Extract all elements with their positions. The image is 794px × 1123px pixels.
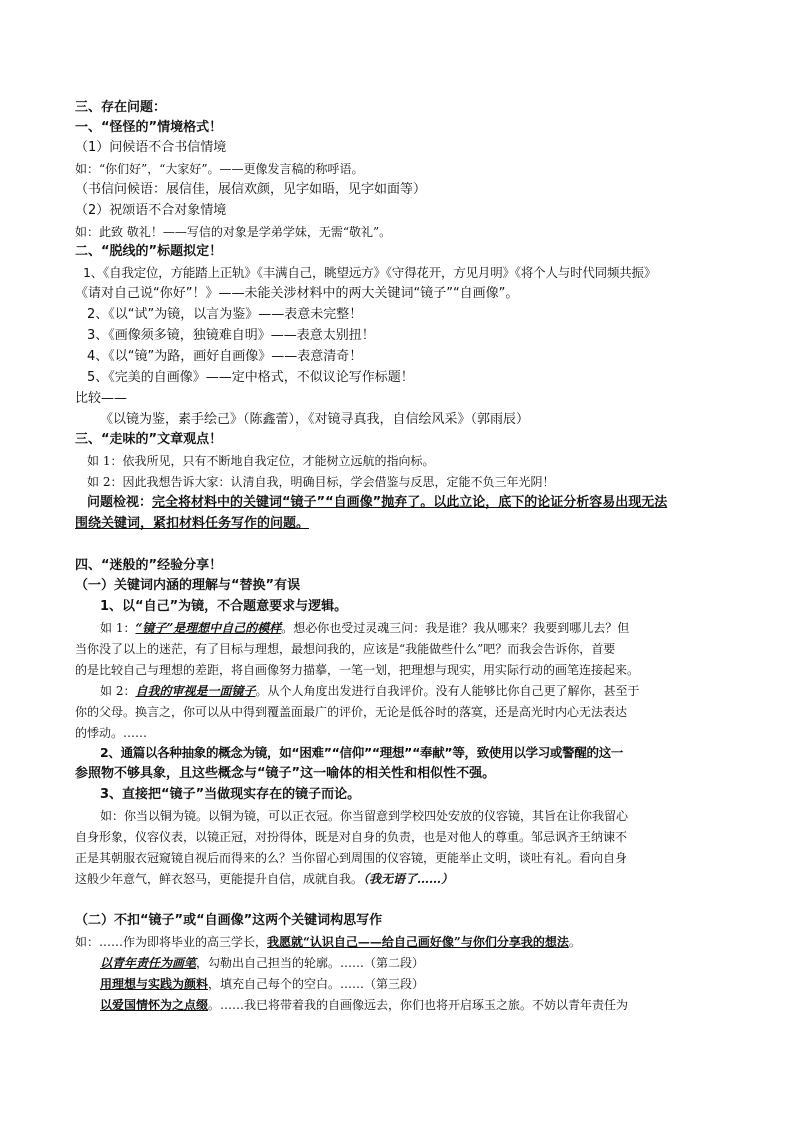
section-heading-experience: 四、“迷般的”经验分享！ [75,558,223,573]
point-closing: （2）祝颂语不合对象情境 [75,203,227,218]
title-item-4: 4、《以“镜”为路，画好自画像》——表意清奇！ [87,349,363,364]
example-2-label: 如 2： [100,684,136,698]
example-2-line-3: 的悸动。…… [75,726,148,740]
example-4-text: 如：……作为即将毕业的高三学长， [75,935,268,949]
example-4-line-3 [100,975,424,993]
example-2-text: 。从个人角度出发进行自我评价。没有人能够比你自己更了解你，甚至于 [255,684,640,698]
subheading-keyword-understanding: （一）关键词内涵的理解与“替换”有误 [75,578,301,593]
example-3-comment: （我无语了……） [363,872,454,886]
example-2-line-1 [100,682,639,700]
example-1-line-2: 当你没了以上的迷茫，有了目标与理想，最想问我的，应该是“我能做些什么”吧？而我会告诉你，首要 [75,642,616,656]
point-greeting: （1）问候语不合书信情境 [75,140,227,155]
subheading-viewpoint: 三、“走味的”文章观点！ [75,432,223,447]
example-4-line-4 [100,996,628,1014]
problem-review-label: 问题检视： [87,495,153,510]
example-1-text: 。想必你也受过灵魂三问：我是谁？我从哪来？我要到哪儿去？但 [281,621,630,635]
example-4-sub-1: 以青年责任为画笔 [100,956,197,970]
section-heading-problems: 三、存在问题： [75,100,167,115]
note-greeting: （书信问候语：展信佳，展信欢颜，见字如晤，见字如面等） [75,182,427,197]
viewpoint-example-1: 如 1：依我所见，只有不断地自我定位，才能树立远航的指向标。 [87,454,435,468]
problem-review [87,494,667,512]
example-4-sub-1-text: ，勾勒出自己担当的轮廓。……（第二段） [196,956,425,970]
problem-review-text: 完全将材料中的关键词“镜子”“自画像”抛弃了。以此立论，底下的论证分析容易出现无法 [152,495,668,510]
compare-label: 比较—— [75,391,128,406]
example-4-line-1 [75,933,581,951]
example-4-line-2 [100,954,424,972]
example-3-line-3: 正是其朝服衣冠窥镜自视后而得来的么？当你留心到周围的仪容镜，更能举止文明，谈吐有礼。看向自身 [75,851,628,865]
example-1-line-3: 的是比较自己与理想的差距，将自画像努力描摹，一笔一划，把理想与现实，用实际行动的画笔连接起来。 [75,663,640,677]
subheading-format: 一、“怪怪的”情境格式！ [75,120,223,135]
title-item-5: 5、《完美的自画像》——定中格式，不似议论写作标题！ [87,370,414,385]
point-abstract-concepts-cont: 参照物不够具象，且这些概念与“镜子”这一喻体的相关性和相似性不强。 [75,766,496,781]
example-4-highlight: 我愿就“认识自己——给自己画好像”与你们分享我的想法 [267,935,569,949]
subheading-no-keywords: （二）不扣“镜子”或“自画像”这两个关键词构思写作 [75,913,383,928]
example-3-line-4 [75,870,453,888]
example-3-line-1: 如：你当以铜为镜。以铜为镜，可以正衣冠。你当留意到学校四处安放的仪容镜，其旨在让你我留心 [100,809,629,823]
point-self-mirror: 1、以“自己”为镜，不合题意要求与逻辑。 [100,599,348,614]
point-real-mirror: 3、直接把“镜子”当做现实存在的镜子而论。 [100,787,361,802]
title-item-2: 2、《以“试”为镜，以言为鉴》——表意未完整！ [87,307,363,322]
example-greeting: 如：“你们好”，“大家好”。——更像发言稿的称呼语。 [75,162,364,176]
compare-examples: 《以镜为鉴，素手绘己》（陈鑫蕾），《对镜寻真我，自信绘风采》（郭雨辰） [100,412,530,427]
example-closing: 如：此致 敬礼！——写信的对象是学弟学妹，无需“敬礼”。 [75,225,392,239]
example-4-sub-2: 用理想与实践为颜料 [100,977,209,991]
example-2-highlight: 自我的审视是一面镜子 [135,684,256,698]
example-4-end: 。 [568,935,581,949]
example-1-label: 如 1： [100,621,136,635]
title-item-1-cont: 《请对自己说“你好”！》——未能关涉材料中的两大关键词“镜子”“自画像”。 [75,286,519,301]
point-abstract-concepts: 2、通篇以各种抽象的概念为镜，如“困难”“信仰”“理想”“奉献”等，致使用以学习或警醒的这一 [100,745,624,760]
title-item-1: 1、《自我定位，方能踏上正轨》《丰满自己，眺望远方》《守得花开，方见月明》《将个人与时代同频共振》 [83,265,657,280]
title-item-3: 3、《画像须多镜，独镜难自明》——表意太别扭！ [87,328,375,343]
example-4-sub-2-text: ，填充自己每个的空白。……（第三段） [208,977,425,991]
example-1-highlight: “镜子”是理想中自己的模样 [135,621,282,635]
example-4-sub-3: 以爱国情怀为之点缀 [100,998,209,1012]
viewpoint-example-2: 如 2：因此我想告诉大家：认清自我，明确目标，学会借鉴与反思，定能不负三年光阴！ [87,475,555,489]
example-3-text: 这般少年意气，鲜衣怒马，更能提升自信，成就自我。 [75,872,364,886]
problem-review-cont: 围绕关键词，紧扣材料任务写作的问题。 [75,516,310,531]
subheading-title: 二、“脱线的”标题拟定！ [75,244,223,259]
example-3-line-2: 自身形象，仪容仪表，以镜正冠，对扮得体，既是对自身的负责，也是对他人的尊重。邹忌讽齐王纳谏不 [75,830,628,844]
example-1-line-1 [100,619,629,637]
example-4-sub-3-text: 。……我已将带着我的自画像远去，你们也将开启琢玉之旅。不妨以青年责任为 [208,998,629,1012]
example-2-line-2: 你的父母。换言之，你可以从中得到覆盖面最广的评价，无论是低谷时的落寞，还是高光时内心无法表达 [75,705,628,719]
